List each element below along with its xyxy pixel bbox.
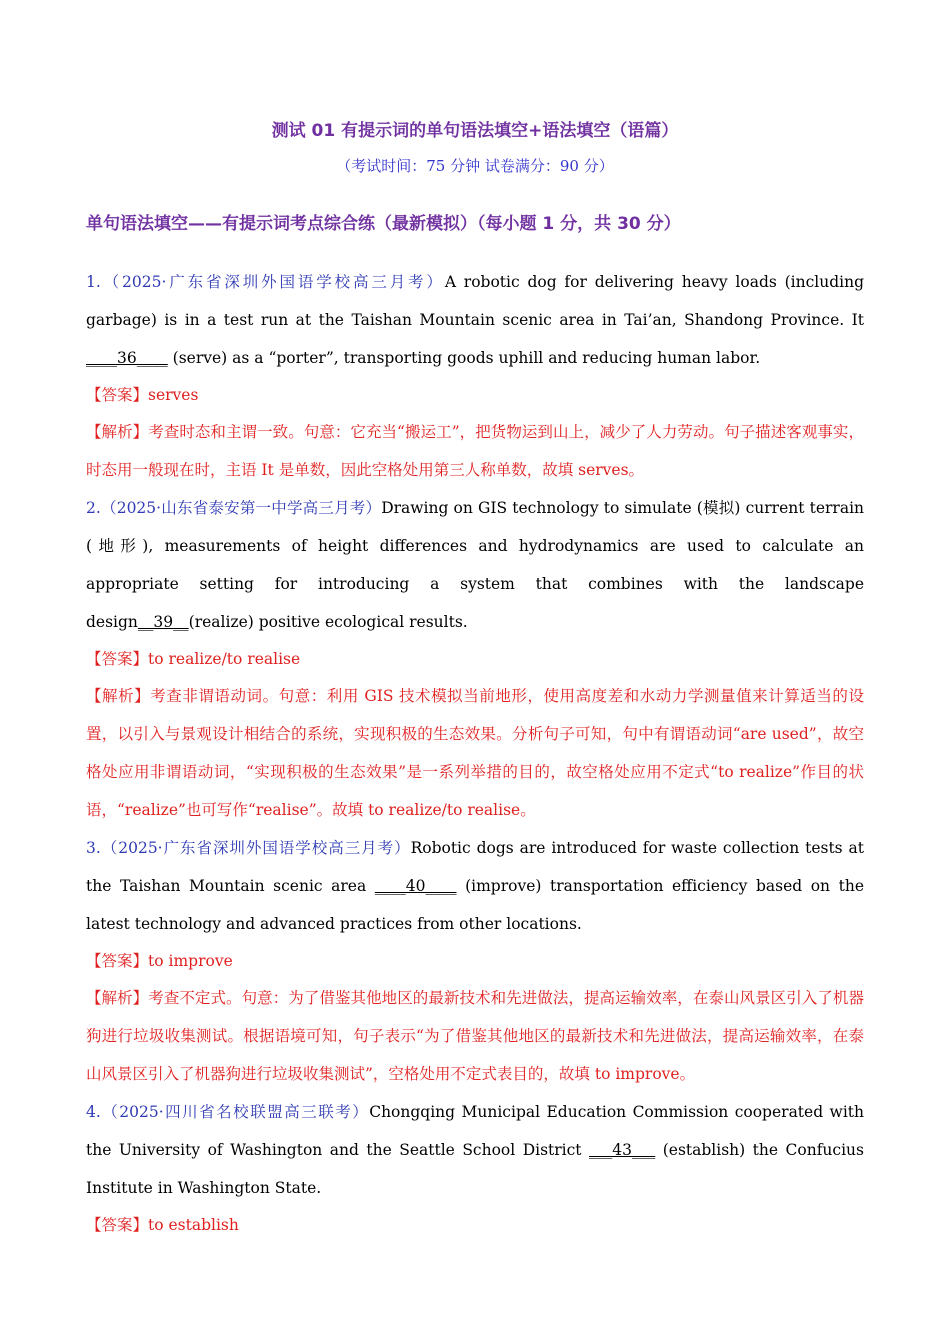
question-text-end: (realize) positive ecological results. [188, 613, 468, 631]
answer-blank: __39__ [137, 613, 189, 631]
analysis-label: 【解析】 [86, 989, 149, 1007]
question-text: Drawing on GIS technology to simulate (模拟) current terrain (地形), measurements of height differences and hydrodynamics are used to calculate an appropriate setting for introducing a system that combines with the landscape design [86, 499, 865, 631]
analysis-3 [86, 979, 864, 1093]
answer-line-4 [86, 1207, 864, 1243]
answer-line-1 [86, 377, 864, 413]
question-number: 1. [86, 273, 101, 291]
analysis-label: 【解析】 [86, 423, 149, 441]
analysis-1 [86, 413, 864, 489]
analysis-text: 考查非谓语动词。句意：利用 GIS 技术模拟当前地形，使用高度差和水动力学测量值来计算适当的设置，以引入与景观设计相结合的系统，实现积极的生态效果。分析句子可知，句中有谓语动词“are used”，故空格处应用非谓语动词，“实现积极的生态效果”是一系列举措的目的，故空格处应用不定式“to realize”作目的状语，“realize”也可写作“realise”。故填 to realize/to realise。 [86, 687, 864, 819]
question-source: （2025·四川省名校联盟高三联考） [100, 1103, 370, 1121]
exam-info: （考试时间：75 分钟 试卷满分：90 分） [336, 157, 614, 175]
analysis-text: 考查时态和主谓一致。句意：它充当“搬运工”，把货物运到山上，减少了人力劳动。句子描述客观事实，时态用一般现在时，主语 It 是单数，因此空格处用第三人称单数，故填 serves。 [86, 423, 864, 479]
analysis-2 [86, 677, 864, 829]
question-text-end: (improve) transportation efficiency based on the latest technology and advanced practices from other locations. [86, 877, 864, 933]
answer-value: to improve [148, 952, 233, 970]
answer-label: 【答案】 [86, 386, 149, 404]
answer-blank: ___43___ [589, 1141, 656, 1159]
answer-value: to establish [148, 1216, 239, 1234]
page-title: 测试 01 有提示词的单句语法填空+语法填空（语篇） [271, 121, 679, 141]
question-1 [86, 263, 864, 377]
answer-label: 【答案】 [86, 650, 149, 668]
analysis-label: 【解析】 [86, 687, 151, 705]
answer-value: serves [148, 386, 199, 404]
question-text: A robotic dog for delivering heavy loads (including garbage) is in a test run at the Taishan Mountain scenic area in Tai’an, Shandong Province. It [86, 273, 865, 329]
answer-line-2 [86, 641, 864, 677]
answer-blank: ____40____ [374, 877, 457, 895]
question-text-end: (serve) as a “porter”, transporting goods uphill and reducing human labor. [167, 349, 761, 367]
answer-label: 【答案】 [86, 952, 149, 970]
answer-blank: ____36____ [86, 349, 168, 367]
question-number: 2. [86, 499, 101, 517]
answer-label: 【答案】 [86, 1216, 149, 1234]
section-title: 单句语法填空——有提示词考点综合练（最新模拟）（每小题 1 分，共 30 分） [86, 214, 681, 234]
question-number: 4. [86, 1103, 101, 1121]
question-text-end: (establish) the Confucius Institute in Washington State. [86, 1141, 864, 1197]
answer-value: to realize/to realise [148, 650, 301, 668]
question-text: Chongqing Municipal Education Commission cooperated with the University of Washington and the Seattle School District [86, 1103, 864, 1159]
question-4 [86, 1093, 864, 1207]
question-list [86, 263, 864, 1243]
question-source: （2025·广东省深圳外国语学校高三月考） [100, 839, 411, 857]
question-number: 3. [86, 839, 101, 857]
analysis-text: 考查不定式。句意：为了借鉴其他地区的最新技术和先进做法，提高运输效率，在泰山风景区引入了机器狗进行垃圾收集测试。根据语境可知，句子表示“为了借鉴其他地区的最新技术和先进做法，提高运输效率，在泰山风景区引入了机器狗进行垃圾收集测试”，空格处用不定式表目的，故填 to improve。 [86, 989, 864, 1083]
question-source: （2025·山东省泰安第一中学高三月考） [100, 499, 382, 517]
question-source: （2025·广东省深圳外国语学校高三月考） [100, 273, 445, 291]
answer-line-3 [86, 943, 864, 979]
question-2 [86, 489, 864, 641]
question-text: Robotic dogs are introduced for waste collection tests at the Taishan Mountain scenic area [86, 839, 865, 895]
question-3 [86, 829, 864, 943]
